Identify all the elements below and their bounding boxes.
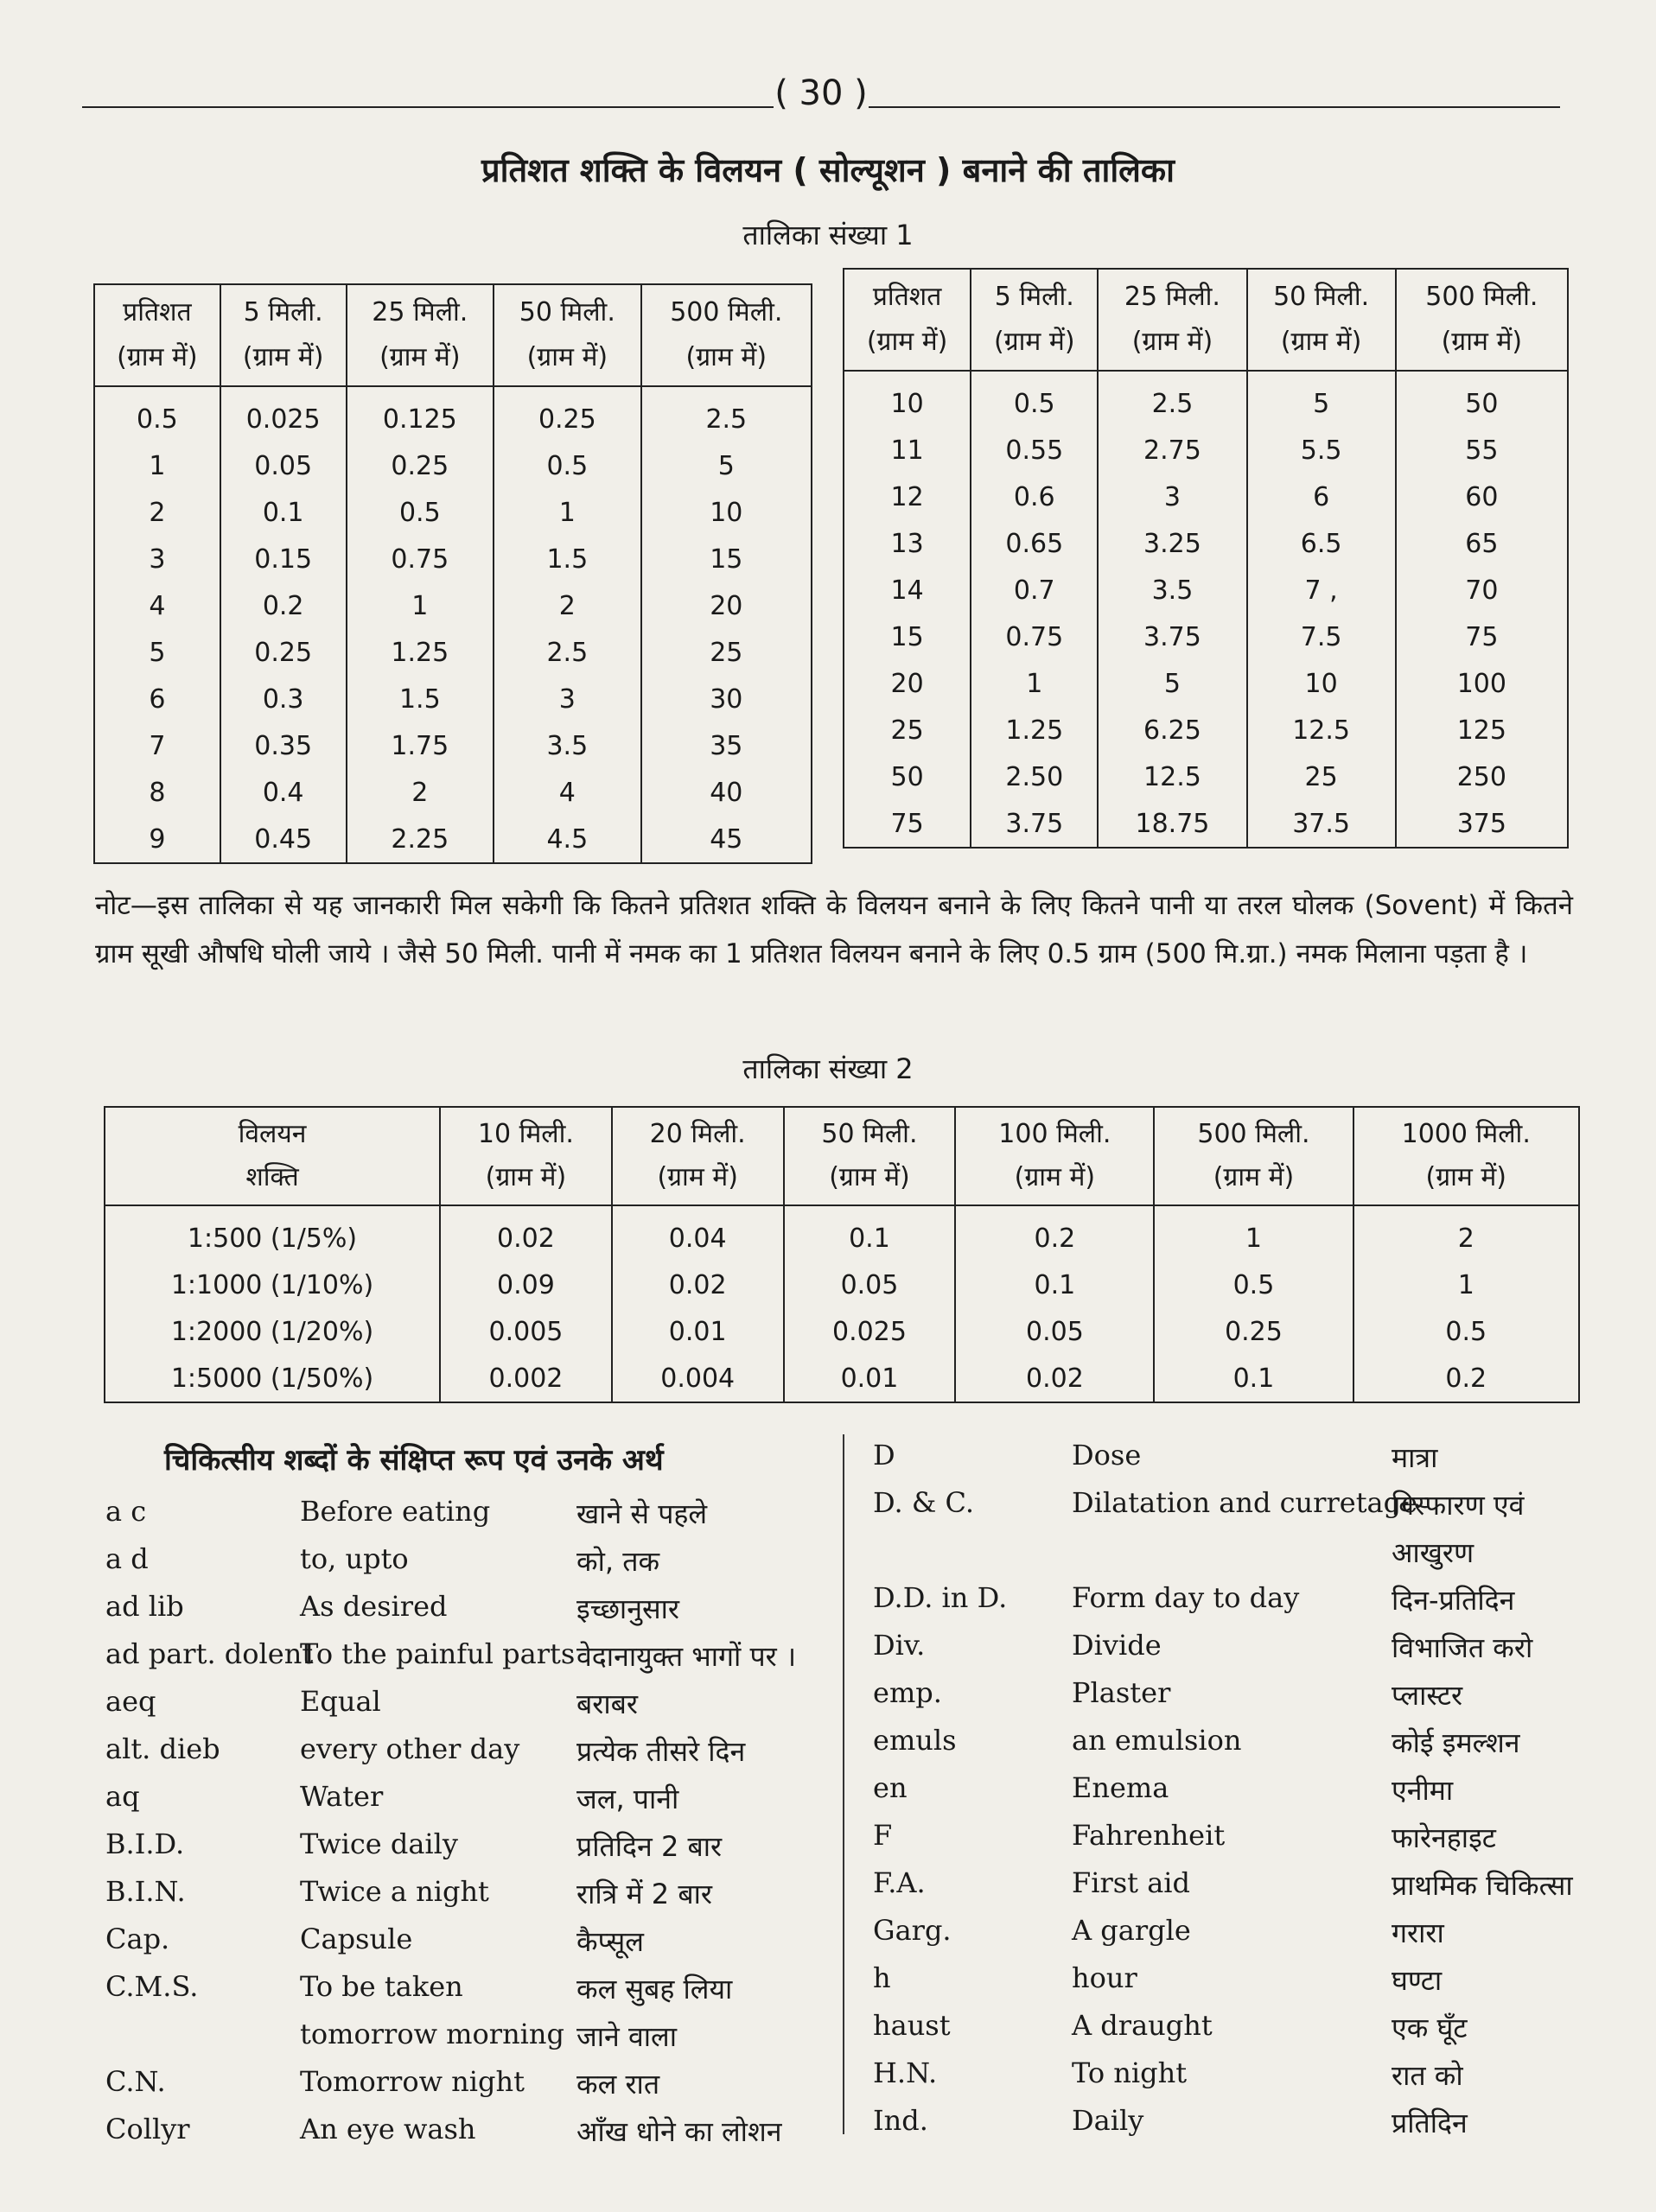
page-title: प्रतिशत शक्ति के विलयन ( सोल्यूशन ) बनाने की तालिका <box>481 151 1175 189</box>
table-row <box>94 489 812 536</box>
table-cell: 6.25 <box>1098 707 1246 753</box>
table-cell: 0.5 <box>971 371 1098 427</box>
table-cell: 0.1 <box>220 489 347 536</box>
table-row <box>94 816 812 863</box>
abbreviation: ad part. dolent <box>105 1637 314 1670</box>
table-cell: 0.05 <box>955 1308 1154 1355</box>
table-cell: 0.5 <box>1353 1308 1580 1355</box>
hindi-meaning: कोई इमल्शन <box>1392 1726 1520 1759</box>
abbreviation: Div. <box>873 1629 926 1662</box>
table1-caption: तालिका संख्या 1 <box>742 219 914 251</box>
column-header: 50 मिली. (ग्राम में) <box>494 284 641 386</box>
table-cell: 15 <box>844 613 971 660</box>
table-cell: 55 <box>1396 427 1568 474</box>
column-header: 1000 मिली. (ग्राम में) <box>1353 1107 1580 1205</box>
abbreviation: C.M.S. <box>105 1970 199 2003</box>
table-cell: 6.5 <box>1247 520 1396 567</box>
column-header: 100 मिली. (ग्राम में) <box>955 1107 1154 1205</box>
table-row <box>844 474 1568 520</box>
table-row <box>844 567 1568 613</box>
english-meaning: Twice a night <box>300 1875 489 1908</box>
table-cell: 11 <box>844 427 971 474</box>
hindi-meaning: विभाजित करो <box>1392 1631 1533 1664</box>
table-cell: 125 <box>1396 707 1568 753</box>
abbreviation: Ind. <box>873 2104 928 2137</box>
hindi-meaning: प्रतिदिन 2 बार <box>576 1830 723 1863</box>
hindi-meaning: प्राथमिक चिकित्सा <box>1392 1869 1573 1902</box>
table-row <box>94 722 812 769</box>
abbreviation: aq <box>105 1780 140 1813</box>
english-meaning: Water <box>300 1780 384 1813</box>
table-cell: 3.75 <box>971 800 1098 848</box>
table-cell: 1 <box>1353 1262 1580 1308</box>
hindi-meaning: आखुरण <box>1392 1536 1474 1569</box>
table-row <box>844 520 1568 567</box>
table-cell: 0.04 <box>612 1205 784 1262</box>
column-header: 20 मिली. (ग्राम में) <box>612 1107 784 1205</box>
english-meaning: A gargle <box>1072 1914 1191 1947</box>
table-cell: 0.25 <box>1154 1308 1353 1355</box>
abbreviation: D. & C. <box>873 1486 975 1519</box>
table-cell: 1 <box>494 489 641 536</box>
abbreviation: H.N. <box>873 2056 938 2089</box>
column-header: 25 मिली. (ग्राम में) <box>1098 269 1246 371</box>
table-cell: 1:1000 (1/10%) <box>105 1262 440 1308</box>
column-header: 5 मिली. (ग्राम में) <box>220 284 347 386</box>
hindi-meaning: इच्छानुसार <box>576 1592 679 1625</box>
table-cell: 0.25 <box>494 386 641 442</box>
column-header: 50 मिली. (ग्राम में) <box>784 1107 956 1205</box>
table-row <box>94 769 812 816</box>
table-cell: 14 <box>844 567 971 613</box>
abbreviation: B.I.N. <box>105 1875 186 1908</box>
table-cell: 10 <box>1247 660 1396 707</box>
column-header: 10 मिली. (ग्राम में) <box>440 1107 612 1205</box>
table-cell: 25 <box>1247 753 1396 800</box>
hindi-meaning: फारेनहाइट <box>1392 1821 1496 1854</box>
table-cell: 1.25 <box>971 707 1098 753</box>
english-meaning: Equal <box>300 1685 381 1718</box>
table-cell: 75 <box>1396 613 1568 660</box>
table-cell: 3.25 <box>1098 520 1246 567</box>
table-row <box>94 582 812 629</box>
table-cell: 25 <box>641 629 812 676</box>
table-cell: 0.1 <box>784 1205 956 1262</box>
table-row <box>844 660 1568 707</box>
hindi-meaning: बराबर <box>576 1688 639 1720</box>
table-cell: 0.6 <box>971 474 1098 520</box>
table-cell: 0.5 <box>347 489 494 536</box>
table-row <box>94 442 812 489</box>
abbreviation: a c <box>105 1495 147 1528</box>
table-cell: 0.75 <box>971 613 1098 660</box>
table-cell: 7 , <box>1247 567 1396 613</box>
column-header: 500 मिली. (ग्राम में) <box>1396 269 1568 371</box>
table-row <box>94 676 812 722</box>
abbreviations-heading: चिकित्सीय शब्दों के संक्षिप्त रूप एवं उनके अर्थ <box>164 1443 664 1478</box>
abbreviation: Collyr <box>105 2113 190 2145</box>
table-cell: 2 <box>347 769 494 816</box>
english-meaning: Form day to day <box>1072 1581 1300 1614</box>
english-meaning: every other day <box>300 1732 520 1765</box>
table-cell: 12.5 <box>1098 753 1246 800</box>
abbreviation: aeq <box>105 1685 156 1718</box>
table-cell: 1.75 <box>347 722 494 769</box>
table-cell: 1:2000 (1/20%) <box>105 1308 440 1355</box>
abbreviation: haust <box>873 2009 951 2042</box>
english-meaning: First aid <box>1072 1866 1190 1899</box>
hindi-meaning: खाने से पहले <box>576 1497 708 1530</box>
column-divider <box>843 1434 844 2134</box>
table-row <box>844 371 1568 427</box>
table-cell: 1.25 <box>347 629 494 676</box>
table-cell: 0.2 <box>955 1205 1154 1262</box>
table-cell: 3 <box>494 676 641 722</box>
hindi-meaning: वेदानायुक्त भागों पर । <box>576 1640 797 1673</box>
table-cell: 5 <box>1247 371 1396 427</box>
table-cell: 0.002 <box>440 1355 612 1402</box>
english-meaning: hour <box>1072 1961 1137 1994</box>
abbreviation: emp. <box>873 1676 942 1709</box>
table-cell: 10 <box>844 371 971 427</box>
table-cell: 9 <box>94 816 220 863</box>
table-cell: 8 <box>94 769 220 816</box>
page-number: ( 30 ) <box>774 73 868 113</box>
table-cell: 0.45 <box>220 816 347 863</box>
hindi-meaning: मात्रा <box>1392 1441 1438 1474</box>
table-cell: 0.5 <box>494 442 641 489</box>
english-meaning: An eye wash <box>300 2113 476 2145</box>
table-cell: 60 <box>1396 474 1568 520</box>
hindi-meaning: विस्फारण एवं <box>1392 1489 1525 1522</box>
abbreviation: h <box>873 1961 891 1994</box>
page-header <box>82 73 1560 117</box>
table-row <box>105 1308 1579 1355</box>
table-cell: 3.5 <box>1098 567 1246 613</box>
abbreviation: F.A. <box>873 1866 926 1899</box>
hindi-meaning: प्रतिदिन <box>1392 2107 1468 2139</box>
table-cell: 0.02 <box>440 1205 612 1262</box>
table-cell: 3 <box>1098 474 1246 520</box>
table-cell: 1.5 <box>494 536 641 582</box>
table-cell: 5.5 <box>1247 427 1396 474</box>
abbreviation: C.N. <box>105 2065 166 2098</box>
table-cell: 75 <box>844 800 971 848</box>
table-cell: 2 <box>1353 1205 1580 1262</box>
table-cell: 5 <box>94 629 220 676</box>
table-cell: 2.5 <box>641 386 812 442</box>
table-cell: 2.75 <box>1098 427 1246 474</box>
table-cell: 37.5 <box>1247 800 1396 848</box>
english-meaning: A draught <box>1072 2009 1213 2042</box>
table2-caption: तालिका संख्या 2 <box>742 1052 914 1085</box>
table-cell: 4 <box>94 582 220 629</box>
table-row <box>105 1262 1579 1308</box>
table-cell: 2.5 <box>1098 371 1246 427</box>
english-meaning: Enema <box>1072 1771 1169 1804</box>
english-meaning: Before eating <box>300 1495 491 1528</box>
hindi-meaning: रात को <box>1392 2059 1463 2092</box>
abbreviation: alt. dieb <box>105 1732 220 1765</box>
table-cell: 20 <box>641 582 812 629</box>
table-cell: 18.75 <box>1098 800 1246 848</box>
table-cell: 6 <box>94 676 220 722</box>
table-cell: 12 <box>844 474 971 520</box>
column-header: 500 मिली. (ग्राम में) <box>641 284 812 386</box>
hindi-meaning: एनीमा <box>1392 1774 1454 1807</box>
table-cell: 1 <box>94 442 220 489</box>
table-cell: 0.5 <box>1154 1262 1353 1308</box>
table-cell: 10 <box>641 489 812 536</box>
table-cell: 65 <box>1396 520 1568 567</box>
table2 <box>104 1106 1580 1403</box>
table-cell: 0.125 <box>347 386 494 442</box>
column-header: प्रतिशत (ग्राम में) <box>844 269 971 371</box>
hindi-meaning: कल सुबह लिया <box>576 1973 733 2005</box>
table-cell: 5 <box>641 442 812 489</box>
table-row <box>844 427 1568 474</box>
english-meaning: Dose <box>1072 1439 1142 1471</box>
english-meaning: an emulsion <box>1072 1724 1242 1757</box>
table-cell: 35 <box>641 722 812 769</box>
table-row <box>94 629 812 676</box>
table-cell: 5 <box>1098 660 1246 707</box>
table-cell: 50 <box>844 753 971 800</box>
table-cell: 0.7 <box>971 567 1098 613</box>
table-cell: 20 <box>844 660 971 707</box>
table-cell: 0.2 <box>1353 1355 1580 1402</box>
column-header: प्रतिशत (ग्राम में) <box>94 284 220 386</box>
table-cell: 0.025 <box>220 386 347 442</box>
table-cell: 2.50 <box>971 753 1098 800</box>
table-row <box>844 707 1568 753</box>
table-cell: 0.25 <box>347 442 494 489</box>
table-header-row <box>844 269 1568 371</box>
table-cell: 4.5 <box>494 816 641 863</box>
table-row <box>105 1355 1579 1402</box>
table-cell: 0.2 <box>220 582 347 629</box>
table-cell: 0.004 <box>612 1355 784 1402</box>
table-cell: 0.4 <box>220 769 347 816</box>
english-meaning: As desired <box>300 1590 448 1623</box>
table-cell: 2 <box>494 582 641 629</box>
table-cell: 375 <box>1396 800 1568 848</box>
table-row <box>844 800 1568 848</box>
english-meaning: Tomorrow night <box>300 2065 525 2098</box>
table-cell: 1.5 <box>347 676 494 722</box>
english-meaning: to, upto <box>300 1542 409 1575</box>
table-cell: 0.02 <box>955 1355 1154 1402</box>
table-cell: 0.5 <box>94 386 220 442</box>
table-cell: 4 <box>494 769 641 816</box>
hindi-meaning: प्रत्येक तीसरे दिन <box>576 1735 746 1768</box>
table-cell: 0.15 <box>220 536 347 582</box>
english-meaning: Dilatation and curretage <box>1072 1486 1418 1519</box>
table-cell: 0.02 <box>612 1262 784 1308</box>
table-cell: 1:500 (1/5%) <box>105 1205 440 1262</box>
abbreviation: Garg. <box>873 1914 952 1947</box>
abbreviation: en <box>873 1771 908 1804</box>
table-row <box>844 753 1568 800</box>
hindi-meaning: जाने वाला <box>576 2020 678 2053</box>
abbreviation: Cap. <box>105 1923 170 1955</box>
hindi-meaning: घण्टा <box>1392 1964 1443 1997</box>
table-cell: 0.05 <box>784 1262 956 1308</box>
table-cell: 1:5000 (1/50%) <box>105 1355 440 1402</box>
table-cell: 1 <box>347 582 494 629</box>
english-meaning: Plaster <box>1072 1676 1171 1709</box>
english-meaning: To be taken <box>300 1970 463 2003</box>
table-cell: 0.3 <box>220 676 347 722</box>
table-cell: 1 <box>1154 1205 1353 1262</box>
abbreviation: ad lib <box>105 1590 184 1623</box>
table1-left <box>93 283 812 864</box>
table-cell: 0.35 <box>220 722 347 769</box>
table-cell: 13 <box>844 520 971 567</box>
table-cell: 0.1 <box>955 1262 1154 1308</box>
table-cell: 45 <box>641 816 812 863</box>
english-meaning: Daily <box>1072 2104 1144 2137</box>
abbreviation: F <box>873 1819 893 1852</box>
hindi-meaning: गरारा <box>1392 1916 1444 1949</box>
table-cell: 40 <box>641 769 812 816</box>
table-cell: 15 <box>641 536 812 582</box>
table-cell: 0.1 <box>1154 1355 1353 1402</box>
table-row <box>94 536 812 582</box>
table-row <box>844 613 1568 660</box>
table-cell: 0.75 <box>347 536 494 582</box>
column-header: 25 मिली. (ग्राम में) <box>347 284 494 386</box>
table-row <box>105 1205 1579 1262</box>
english-meaning: To the painful parts <box>300 1637 576 1670</box>
table-cell: 70 <box>1396 567 1568 613</box>
table-cell: 25 <box>844 707 971 753</box>
hindi-meaning: कल रात <box>576 2068 660 2101</box>
column-header: विलयन शक्ति <box>105 1107 440 1205</box>
column-header: 5 मिली. (ग्राम में) <box>971 269 1098 371</box>
table-cell: 0.025 <box>784 1308 956 1355</box>
table1-right <box>843 268 1569 849</box>
abbreviation: D.D. in D. <box>873 1581 1008 1614</box>
english-meaning: tomorrow morning <box>300 2018 564 2050</box>
abbreviation: emuls <box>873 1724 957 1757</box>
table-cell: 30 <box>641 676 812 722</box>
column-header: 500 मिली. (ग्राम में) <box>1154 1107 1353 1205</box>
table-cell: 7.5 <box>1247 613 1396 660</box>
hindi-meaning: दिन-प्रतिदिन <box>1392 1584 1515 1617</box>
table-cell: 3 <box>94 536 220 582</box>
table-cell: 3.5 <box>494 722 641 769</box>
hindi-meaning: जल, पानी <box>576 1783 679 1815</box>
table-cell: 0.01 <box>612 1308 784 1355</box>
hindi-meaning: को, तक <box>576 1545 660 1578</box>
abbreviation: a d <box>105 1542 149 1575</box>
english-meaning: Divide <box>1072 1629 1162 1662</box>
hindi-meaning: एक घूँट <box>1392 2012 1468 2044</box>
table-cell: 250 <box>1396 753 1568 800</box>
table-cell: 7 <box>94 722 220 769</box>
table-cell: 2.25 <box>347 816 494 863</box>
table-cell: 2.5 <box>494 629 641 676</box>
table-cell: 1 <box>971 660 1098 707</box>
hindi-meaning: प्लास्टर <box>1392 1679 1463 1712</box>
table-cell: 0.09 <box>440 1262 612 1308</box>
table-header-row <box>94 284 812 386</box>
column-header: 50 मिली. (ग्राम में) <box>1247 269 1396 371</box>
table-cell: 2 <box>94 489 220 536</box>
english-meaning: To night <box>1072 2056 1188 2089</box>
table-header-row <box>105 1107 1579 1205</box>
table-cell: 0.55 <box>971 427 1098 474</box>
table-row <box>94 386 812 442</box>
table-cell: 0.25 <box>220 629 347 676</box>
hindi-meaning: रात्रि में 2 बार <box>576 1878 712 1910</box>
abbreviation: D <box>873 1439 895 1471</box>
table-cell: 0.005 <box>440 1308 612 1355</box>
english-meaning: Capsule <box>300 1923 413 1955</box>
abbreviation: B.I.D. <box>105 1827 185 1860</box>
table-cell: 0.01 <box>784 1355 956 1402</box>
hindi-meaning: आँख धोने का लोशन <box>576 2115 782 2148</box>
table-cell: 0.65 <box>971 520 1098 567</box>
table-cell: 100 <box>1396 660 1568 707</box>
english-meaning: Twice daily <box>300 1827 458 1860</box>
table-cell: 3.75 <box>1098 613 1246 660</box>
english-meaning: Fahrenheit <box>1072 1819 1226 1852</box>
table-cell: 12.5 <box>1247 707 1396 753</box>
table-cell: 6 <box>1247 474 1396 520</box>
note-paragraph: नोट—इस तालिका से यह जानकारी मिल सकेगी कि कितने प्रतिशत शक्ति के विलयन बनाने के लिए कितने पानी या तरल घोलक (Sovent) में कितने ग्राम सूखी औषधि घोली जाये । जैसे 50 मिली. पानी में नमक का 1 प्रतिशत विलयन बनाने के लिए 0.5 ग्राम (500 मि.ग्रा.) नमक मिलाना पड़ता है । <box>95 890 1573 969</box>
table-cell: 50 <box>1396 371 1568 427</box>
hindi-meaning: कैप्सूल <box>576 1925 644 1958</box>
table-cell: 0.05 <box>220 442 347 489</box>
